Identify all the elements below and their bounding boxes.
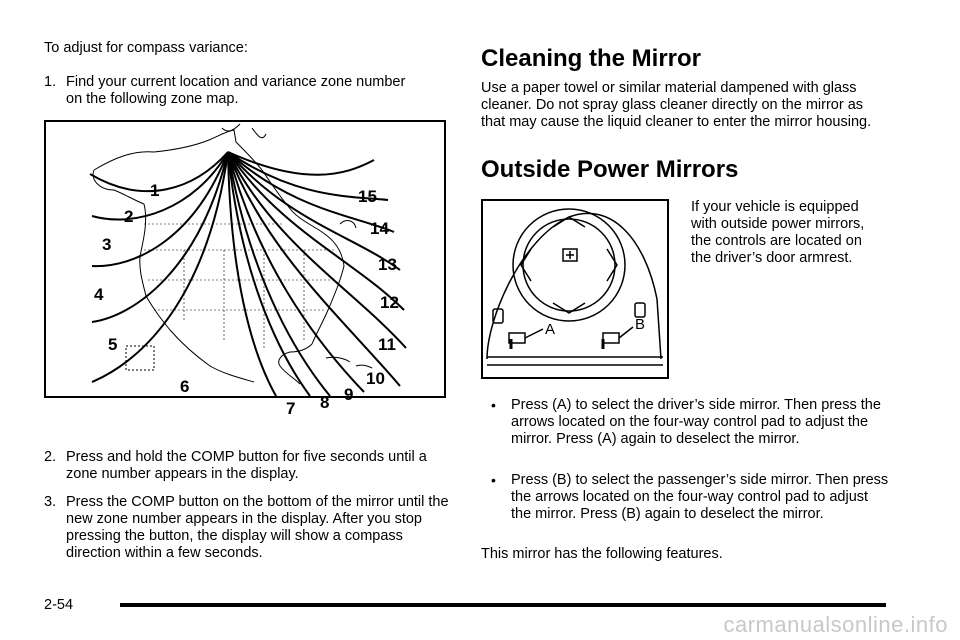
compass-zone-map xyxy=(44,120,446,418)
footer-rule xyxy=(120,603,886,607)
step-3 xyxy=(44,494,456,562)
step-text: Press and hold the COMP button for five seconds until a zone number appears in the display. xyxy=(66,449,427,482)
watermark: carmanualsonline.info xyxy=(723,612,948,637)
bullet-item xyxy=(481,397,891,448)
bullet-item xyxy=(481,472,891,523)
zone-label: 1 xyxy=(150,181,160,200)
bullet-dot: • xyxy=(491,397,496,413)
step-1 xyxy=(44,74,424,108)
zone-label: 4 xyxy=(94,285,104,304)
zone-label: 9 xyxy=(344,385,354,404)
heading-outside-power-mirrors: Outside Power Mirrors xyxy=(481,156,739,183)
zone-label: 6 xyxy=(180,377,190,396)
page-number: 2-54 xyxy=(44,597,74,613)
zone-label: 5 xyxy=(108,335,118,354)
zone-label: 13 xyxy=(378,255,397,274)
zone-label: 3 xyxy=(102,235,112,254)
intro-text: To adjust for compass variance: xyxy=(44,40,248,56)
zone-label: 14 xyxy=(370,219,389,238)
zone-label: 11 xyxy=(378,335,396,354)
step-number: 3. xyxy=(44,494,57,510)
zone-label: 2 xyxy=(124,207,134,226)
zone-label: 10 xyxy=(366,369,385,388)
step-text: Find your current location and variance zone number on the following zone map. xyxy=(66,74,406,107)
step-number: 1. xyxy=(44,74,57,90)
outro-text: This mirror has the following features. xyxy=(481,546,723,562)
step-2 xyxy=(44,449,454,483)
outside-mirrors-intro: If your vehicle is equipped with outside power mirrors, the controls are located on the driver’s door armrest. xyxy=(691,199,865,266)
mirror-control-illustration xyxy=(481,199,669,379)
zone-label: 12 xyxy=(380,293,399,312)
step-text: Press the COMP button on the bottom of the mirror until the new zone number appears in the display. After you stop pressing the button, the display will show a compass direction within a few seconds. xyxy=(66,494,449,561)
bullet-text: Press (B) to select the passenger’s side mirror. Then press the arrows located on the four-way control pad to adjust the mirror. Press (B) again to deselect the mirror. xyxy=(511,472,889,522)
heading-cleaning-mirror: Cleaning the Mirror xyxy=(481,45,702,72)
label-b: B xyxy=(635,316,646,333)
illustration-frame xyxy=(482,200,668,378)
zone-label: 15 xyxy=(358,187,377,206)
bullet-text: Press (A) to select the driver’s side mirror. Then press the arrows located on the four-way control pad to adjust the mirror. Press (A) again to deselect the mirror. xyxy=(511,397,881,447)
step-number: 2. xyxy=(44,449,57,465)
label-a: A xyxy=(545,321,556,338)
zone-label: 8 xyxy=(320,393,330,412)
cleaning-body: Use a paper towel or similar material dampened with glass cleaner. Do not spray glass cleaner directly on the mirror as that may cause the liquid cleaner to enter the mirror housing. xyxy=(481,80,872,130)
bullet-dot: • xyxy=(491,472,496,488)
zone-label: 7 xyxy=(286,399,296,418)
